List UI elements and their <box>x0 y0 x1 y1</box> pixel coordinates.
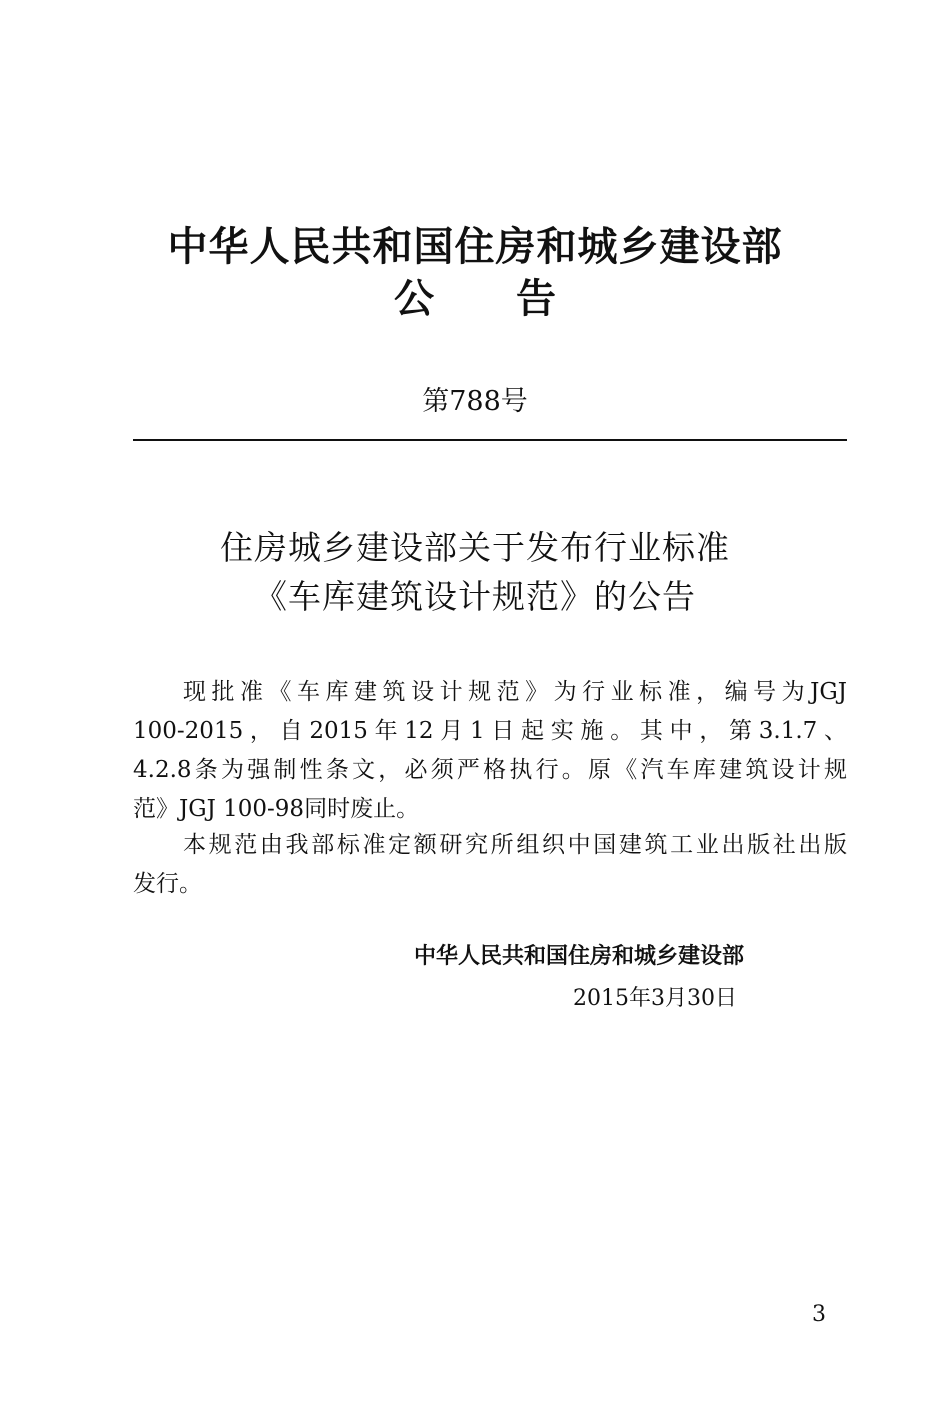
body-paragraph-1-line-4: 范》JGJ 100-98同时废止。 <box>133 796 420 822</box>
notice-char-2: 告 <box>516 276 556 322</box>
headline-line-2: 《车库建筑设计规范》的公告 <box>254 577 696 616</box>
body-paragraph-1-line-1: 现批准《车库建筑设计规范》为行业标准，编号为JGJ <box>183 679 847 705</box>
header-divider <box>133 439 847 441</box>
notice-char-1: 公 <box>394 276 434 322</box>
notice-heading <box>0 274 950 324</box>
signature-date: 2015年3月30日 <box>573 986 737 1011</box>
notice-number: 第788号 <box>422 386 528 417</box>
body-paragraph-2-line-2: 发行。 <box>133 871 202 897</box>
body-paragraph-1-line-2: 100-2015，自2015年12月1日起实施。其中，第3.1.7、 <box>133 718 847 744</box>
page-number: 3 <box>812 1302 826 1327</box>
body-paragraph-1-line-3: 4.2.8条为强制性条文，必须严格执行。原《汽车库建筑设计规 <box>133 757 847 783</box>
body-paragraph-2-line-1: 本规范由我部标准定额研究所组织中国建筑工业出版社出版 <box>183 832 847 858</box>
ministry-title: 中华人民共和国住房和城乡建设部 <box>167 224 783 270</box>
headline-line-1: 住房城乡建设部关于发布行业标准 <box>220 528 730 567</box>
signature-organization: 中华人民共和国住房和城乡建设部 <box>414 944 745 969</box>
